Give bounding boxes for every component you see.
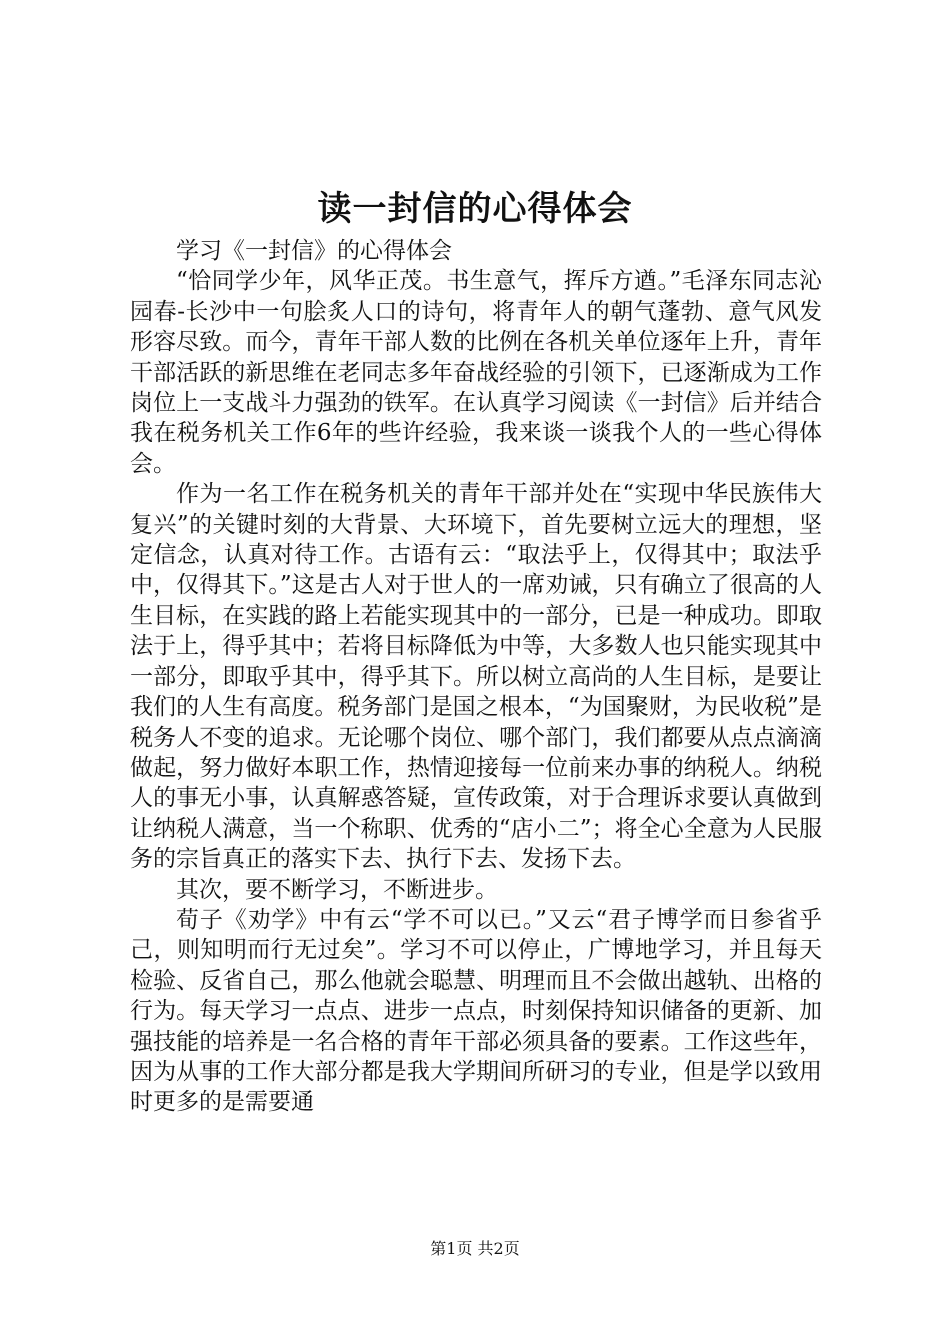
paragraph-subtitle: 学习《一封信》的心得体会 (176, 238, 452, 264)
document-body (130, 236, 822, 1118)
document-title: 读一封信的心得体会 (317, 189, 633, 229)
paragraph-second-point: 荀子《劝学》中有云“学不可以已。”又云“君子博学而日参省乎己，则知明而行无过矣”。学习不可以停止，广博地学习，并且每天检验、反省自己，那么他就会聪慧、明理而且不会做出越轨、出格的行为。每天学习一点点、进步一点点，时刻保持知识储备的更新、加强技能的培养是一名合格的青年干部必须具备的要素。工作这些年，因为从事的工作大部分都是我大学期间所研习的专业，但是学以致用时更多的是需要通 (130, 906, 822, 1116)
paragraph-second-point-heading: 其次，要不断学习，不断进步。 (176, 876, 498, 903)
page-footer: 第1页 共2页 (430, 1239, 520, 1258)
paragraph-intro: “恰同学少年，风华正茂。书生意气，挥斥方遒。”毛泽东同志沁园春-长沙中一句脍炙人口的诗句，将青年人的朝气蓬勃、意气风发形容尽致。而今，青年干部人数的比例在各机关单位逐年上升，青年干部活跃的新思维在老同志多年奋战经验的引领下，已逐渐成为工作岗位上一支战斗力强劲的铁军。在认真学习阅读《一封信》后并结合我在税务机关工作6年的些许经验，我来谈一谈我个人的一些心得体会。 (130, 268, 822, 477)
paragraph-first-point: 作为一名工作在税务机关的青年干部并处在“实现中华民族伟大复兴”的关键时刻的大背景、大环境下，首先要树立远大的理想，坚定信念，认真对待工作。古语有云：“取法乎上，仅得其中；取法乎中，仅得其下。”这是古人对于世人的一席劝诫，只有确立了很高的人生目标，在实践的路上若能实现其中的一部分，已是一种成功。即取法于上，得乎其中；若将目标降低为中等，大多数人也只能实现其中一部分，即取乎其中，得乎其下。所以树立高尚的人生目标，是要让我们的人生有高度。税务部门是国之根本，“为国聚财，为民收税”是税务人不变的追求。无论哪个岗位、哪个部门，我们都要从点点滴滴做起，努力做好本职工作，热情迎接每一位前来办事的纳税人。纳税人的事无小事，认真解惑答疑，宣传政策，对于合理诉求要认真做到让纳税人满意，当一个称职、优秀的“店小二”；将全心全意为人民服务的宗旨真正的落实下去、执行下去、发扬下去。 (130, 481, 822, 873)
